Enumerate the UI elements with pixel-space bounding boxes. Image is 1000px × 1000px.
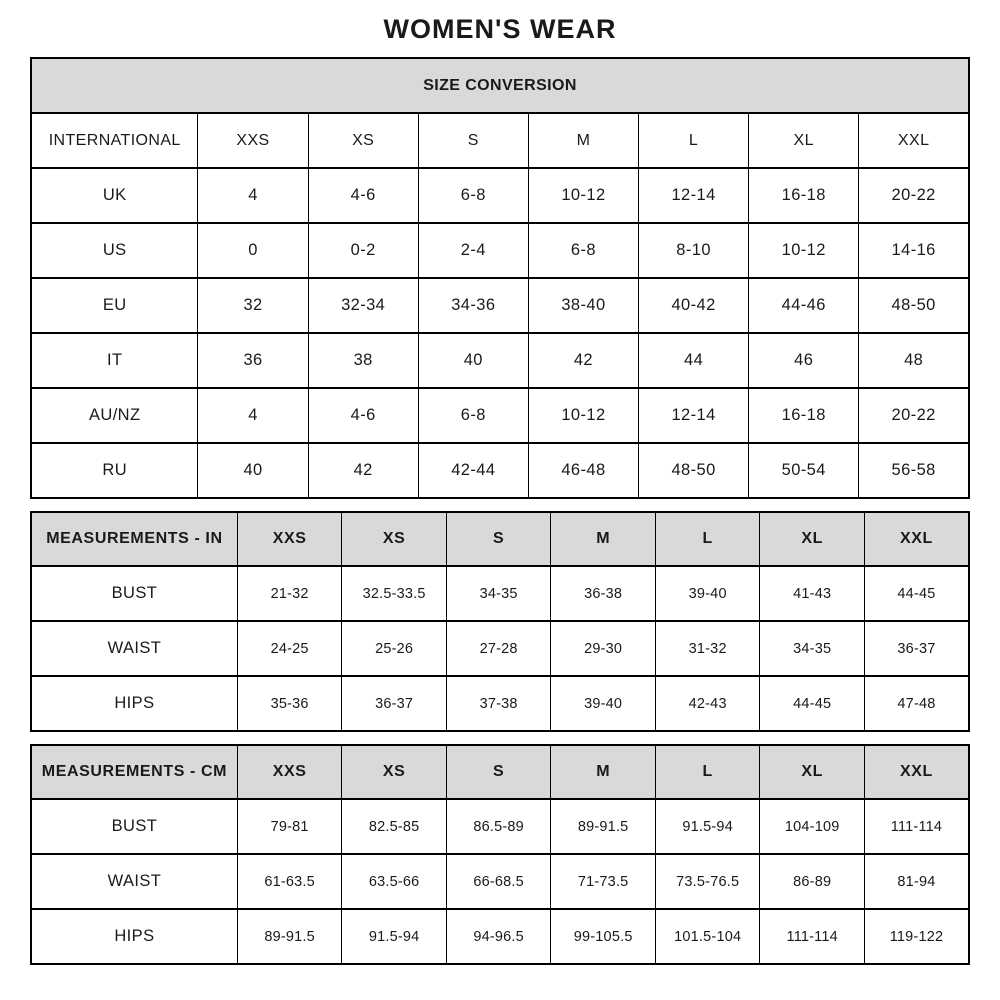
value-cell: 48-50	[639, 443, 749, 498]
value-cell: 2-4	[418, 223, 528, 278]
header-size-cell: XXL	[864, 512, 969, 566]
value-cell: 73.5-76.5	[655, 854, 760, 909]
value-cell: 21-32	[237, 566, 342, 621]
value-cell: 71-73.5	[551, 854, 656, 909]
value-cell: 40-42	[639, 278, 749, 333]
value-cell: 56-58	[859, 443, 969, 498]
size-conversion-caption: SIZE CONVERSION	[31, 58, 969, 113]
row-label: BUST	[31, 566, 237, 621]
header-size-cell: XS	[308, 113, 418, 168]
row-label: US	[31, 223, 198, 278]
header-label-cell: MEASUREMENTS - IN	[31, 512, 237, 566]
value-cell: 12-14	[639, 388, 749, 443]
value-cell: 38	[308, 333, 418, 388]
value-cell: 91.5-94	[655, 799, 760, 854]
value-cell: 66-68.5	[446, 854, 551, 909]
value-cell: 41-43	[760, 566, 865, 621]
row-label: BUST	[31, 799, 237, 854]
value-cell: 6-8	[528, 223, 638, 278]
table-row	[31, 278, 969, 333]
value-cell: 8-10	[639, 223, 749, 278]
value-cell: 44-45	[760, 676, 865, 731]
header-label-cell: INTERNATIONAL	[31, 113, 198, 168]
header-size-cell: L	[639, 113, 749, 168]
value-cell: 36	[198, 333, 308, 388]
row-label: IT	[31, 333, 198, 388]
table-row	[31, 854, 969, 909]
size-conversion-table	[30, 57, 970, 499]
value-cell: 32-34	[308, 278, 418, 333]
header-size-cell: M	[551, 512, 656, 566]
value-cell: 36-37	[342, 676, 447, 731]
value-cell: 32	[198, 278, 308, 333]
header-size-cell: M	[551, 745, 656, 799]
table-row	[31, 566, 969, 621]
value-cell: 91.5-94	[342, 909, 447, 964]
value-cell: 0	[198, 223, 308, 278]
value-cell: 16-18	[749, 168, 859, 223]
value-cell: 20-22	[859, 388, 969, 443]
table-row	[31, 799, 969, 854]
value-cell: 36-37	[864, 621, 969, 676]
table-row	[31, 621, 969, 676]
value-cell: 99-105.5	[551, 909, 656, 964]
value-cell: 10-12	[528, 168, 638, 223]
table-row	[31, 676, 969, 731]
header-size-cell: L	[655, 512, 760, 566]
value-cell: 36-38	[551, 566, 656, 621]
row-label: RU	[31, 443, 198, 498]
value-cell: 79-81	[237, 799, 342, 854]
value-cell: 27-28	[446, 621, 551, 676]
header-size-cell: XXL	[864, 745, 969, 799]
value-cell: 6-8	[418, 388, 528, 443]
header-size-cell: XL	[760, 745, 865, 799]
size-conversion-body	[31, 168, 969, 498]
value-cell: 82.5-85	[342, 799, 447, 854]
value-cell: 24-25	[237, 621, 342, 676]
page-title: WOMEN'S WEAR	[383, 14, 617, 44]
value-cell: 101.5-104	[655, 909, 760, 964]
value-cell: 34-35	[446, 566, 551, 621]
value-cell: 42-44	[418, 443, 528, 498]
size-conversion-caption-row	[31, 58, 969, 113]
value-cell: 4	[198, 168, 308, 223]
value-cell: 104-109	[760, 799, 865, 854]
header-size-cell: XS	[342, 512, 447, 566]
header-size-cell: XS	[342, 745, 447, 799]
header-size-cell: S	[446, 512, 551, 566]
value-cell: 32.5-33.5	[342, 566, 447, 621]
header-label-cell: MEASUREMENTS - CM	[31, 745, 237, 799]
size-chart-page	[30, 0, 970, 965]
value-cell: 94-96.5	[446, 909, 551, 964]
row-label: WAIST	[31, 621, 237, 676]
value-cell: 14-16	[859, 223, 969, 278]
header-size-cell: XXS	[237, 512, 342, 566]
value-cell: 39-40	[655, 566, 760, 621]
value-cell: 119-122	[864, 909, 969, 964]
header-size-cell: S	[418, 113, 528, 168]
value-cell: 111-114	[760, 909, 865, 964]
value-cell: 12-14	[639, 168, 749, 223]
value-cell: 48	[859, 333, 969, 388]
value-cell: 86-89	[760, 854, 865, 909]
value-cell: 37-38	[446, 676, 551, 731]
value-cell: 34-35	[760, 621, 865, 676]
value-cell: 39-40	[551, 676, 656, 731]
value-cell: 25-26	[342, 621, 447, 676]
value-cell: 47-48	[864, 676, 969, 731]
value-cell: 40	[198, 443, 308, 498]
measurements-in-table	[30, 511, 970, 732]
header-size-cell: XXS	[237, 745, 342, 799]
row-label: EU	[31, 278, 198, 333]
value-cell: 111-114	[864, 799, 969, 854]
value-cell: 89-91.5	[551, 799, 656, 854]
value-cell: 86.5-89	[446, 799, 551, 854]
value-cell: 4	[198, 388, 308, 443]
value-cell: 0-2	[308, 223, 418, 278]
value-cell: 20-22	[859, 168, 969, 223]
row-label: AU/NZ	[31, 388, 198, 443]
value-cell: 44-45	[864, 566, 969, 621]
measurements-in-header-row	[31, 512, 969, 566]
measurements-in-body	[31, 566, 969, 731]
value-cell: 42	[308, 443, 418, 498]
table-row	[31, 168, 969, 223]
value-cell: 31-32	[655, 621, 760, 676]
row-label: HIPS	[31, 909, 237, 964]
value-cell: 38-40	[528, 278, 638, 333]
value-cell: 34-36	[418, 278, 528, 333]
value-cell: 46-48	[528, 443, 638, 498]
header-size-cell: S	[446, 745, 551, 799]
value-cell: 6-8	[418, 168, 528, 223]
measurements-cm-body	[31, 799, 969, 964]
row-label: WAIST	[31, 854, 237, 909]
value-cell: 89-91.5	[237, 909, 342, 964]
value-cell: 35-36	[237, 676, 342, 731]
value-cell: 42-43	[655, 676, 760, 731]
value-cell: 46	[749, 333, 859, 388]
value-cell: 61-63.5	[237, 854, 342, 909]
measurements-cm-table	[30, 744, 970, 965]
header-size-cell: M	[528, 113, 638, 168]
row-label: UK	[31, 168, 198, 223]
header-size-cell: XXS	[198, 113, 308, 168]
header-size-cell: L	[655, 745, 760, 799]
value-cell: 44-46	[749, 278, 859, 333]
row-label: HIPS	[31, 676, 237, 731]
measurements-cm-header-row	[31, 745, 969, 799]
value-cell: 16-18	[749, 388, 859, 443]
table-row	[31, 388, 969, 443]
table-row	[31, 223, 969, 278]
table-row	[31, 443, 969, 498]
value-cell: 63.5-66	[342, 854, 447, 909]
value-cell: 4-6	[308, 168, 418, 223]
size-conversion-header-row	[31, 113, 969, 168]
table-row	[31, 909, 969, 964]
header-size-cell: XL	[749, 113, 859, 168]
table-row	[31, 333, 969, 388]
value-cell: 50-54	[749, 443, 859, 498]
value-cell: 10-12	[528, 388, 638, 443]
value-cell: 81-94	[864, 854, 969, 909]
value-cell: 4-6	[308, 388, 418, 443]
header-size-cell: XL	[760, 512, 865, 566]
value-cell: 29-30	[551, 621, 656, 676]
value-cell: 40	[418, 333, 528, 388]
value-cell: 42	[528, 333, 638, 388]
value-cell: 44	[639, 333, 749, 388]
value-cell: 48-50	[859, 278, 969, 333]
value-cell: 10-12	[749, 223, 859, 278]
header-size-cell: XXL	[859, 113, 969, 168]
